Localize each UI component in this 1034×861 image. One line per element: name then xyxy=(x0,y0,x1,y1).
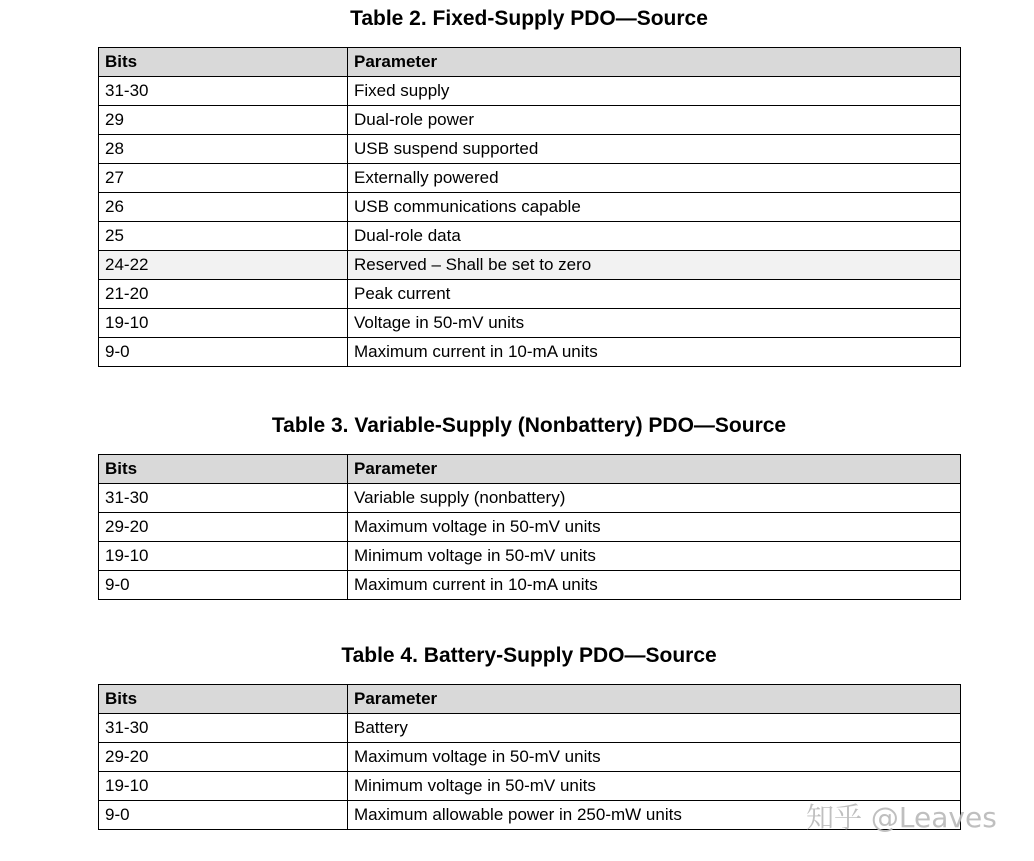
bits-column-header: Bits xyxy=(99,48,348,77)
parameter-cell: Dual-role power xyxy=(348,106,961,135)
bits-cell: 31-30 xyxy=(99,77,348,106)
parameter-cell: Voltage in 50-mV units xyxy=(348,309,961,338)
bits-cell: 31-30 xyxy=(99,714,348,743)
table-row xyxy=(99,309,961,338)
parameter-cell: Peak current xyxy=(348,280,961,309)
bits-column-header: Bits xyxy=(99,685,348,714)
table-row xyxy=(99,135,961,164)
table-row xyxy=(99,743,961,772)
parameter-column-header: Parameter xyxy=(348,455,961,484)
variable-supply-pdo-table xyxy=(98,454,961,600)
bits-cell: 9-0 xyxy=(99,338,348,367)
bits-cell: 28 xyxy=(99,135,348,164)
parameter-cell: USB communications capable xyxy=(348,193,961,222)
table-row xyxy=(99,571,961,600)
parameter-cell: Maximum voltage in 50-mV units xyxy=(348,743,961,772)
parameter-cell: USB suspend supported xyxy=(348,135,961,164)
bits-cell: 29-20 xyxy=(99,513,348,542)
table-row xyxy=(99,338,961,367)
parameter-cell: Externally powered xyxy=(348,164,961,193)
table-row xyxy=(99,106,961,135)
table-row xyxy=(99,222,961,251)
table-row xyxy=(99,193,961,222)
bits-cell: 25 xyxy=(99,222,348,251)
table-header-row xyxy=(99,685,961,714)
table-row xyxy=(99,772,961,801)
parameter-cell: Battery xyxy=(348,714,961,743)
bits-column-header: Bits xyxy=(99,455,348,484)
bits-cell: 9-0 xyxy=(99,801,348,830)
parameter-cell: Dual-role data xyxy=(348,222,961,251)
parameter-cell: Minimum voltage in 50-mV units xyxy=(348,772,961,801)
parameter-cell: Minimum voltage in 50-mV units xyxy=(348,542,961,571)
parameter-cell: Maximum voltage in 50-mV units xyxy=(348,513,961,542)
parameter-cell: Maximum current in 10-mA units xyxy=(348,338,961,367)
bits-cell: 19-10 xyxy=(99,542,348,571)
table-3-title: Table 3. Variable-Supply (Nonbattery) PDO—Source xyxy=(271,414,787,437)
bits-cell: 27 xyxy=(99,164,348,193)
parameter-cell: Maximum allowable power in 250-mW units xyxy=(348,801,961,830)
table-header-row xyxy=(99,455,961,484)
bits-cell: 19-10 xyxy=(99,309,348,338)
table-row xyxy=(99,542,961,571)
table-row xyxy=(99,251,961,280)
parameter-column-header: Parameter xyxy=(348,685,961,714)
bits-cell: 29-20 xyxy=(99,743,348,772)
table-4-title: Table 4. Battery-Supply PDO—Source xyxy=(341,644,717,667)
parameter-cell: Variable supply (nonbattery) xyxy=(348,484,961,513)
fixed-supply-pdo-table xyxy=(98,47,961,367)
bits-cell: 31-30 xyxy=(99,484,348,513)
bits-cell: 9-0 xyxy=(99,571,348,600)
bits-cell: 19-10 xyxy=(99,772,348,801)
table-row xyxy=(99,280,961,309)
table-header-row xyxy=(99,48,961,77)
bits-cell: 21-20 xyxy=(99,280,348,309)
table-row xyxy=(99,77,961,106)
watermark: 知乎 @Leaves xyxy=(806,801,997,834)
parameter-cell: Fixed supply xyxy=(348,77,961,106)
table-row xyxy=(99,714,961,743)
parameter-cell: Maximum current in 10-mA units xyxy=(348,571,961,600)
table-row xyxy=(99,164,961,193)
table-row xyxy=(99,513,961,542)
bits-cell: 29 xyxy=(99,106,348,135)
bits-cell: 24-22 xyxy=(99,251,348,280)
table-2-title: Table 2. Fixed-Supply PDO—Source xyxy=(350,7,708,30)
parameter-column-header: Parameter xyxy=(348,48,961,77)
table-row xyxy=(99,484,961,513)
parameter-cell: Reserved – Shall be set to zero xyxy=(348,251,961,280)
bits-cell: 26 xyxy=(99,193,348,222)
